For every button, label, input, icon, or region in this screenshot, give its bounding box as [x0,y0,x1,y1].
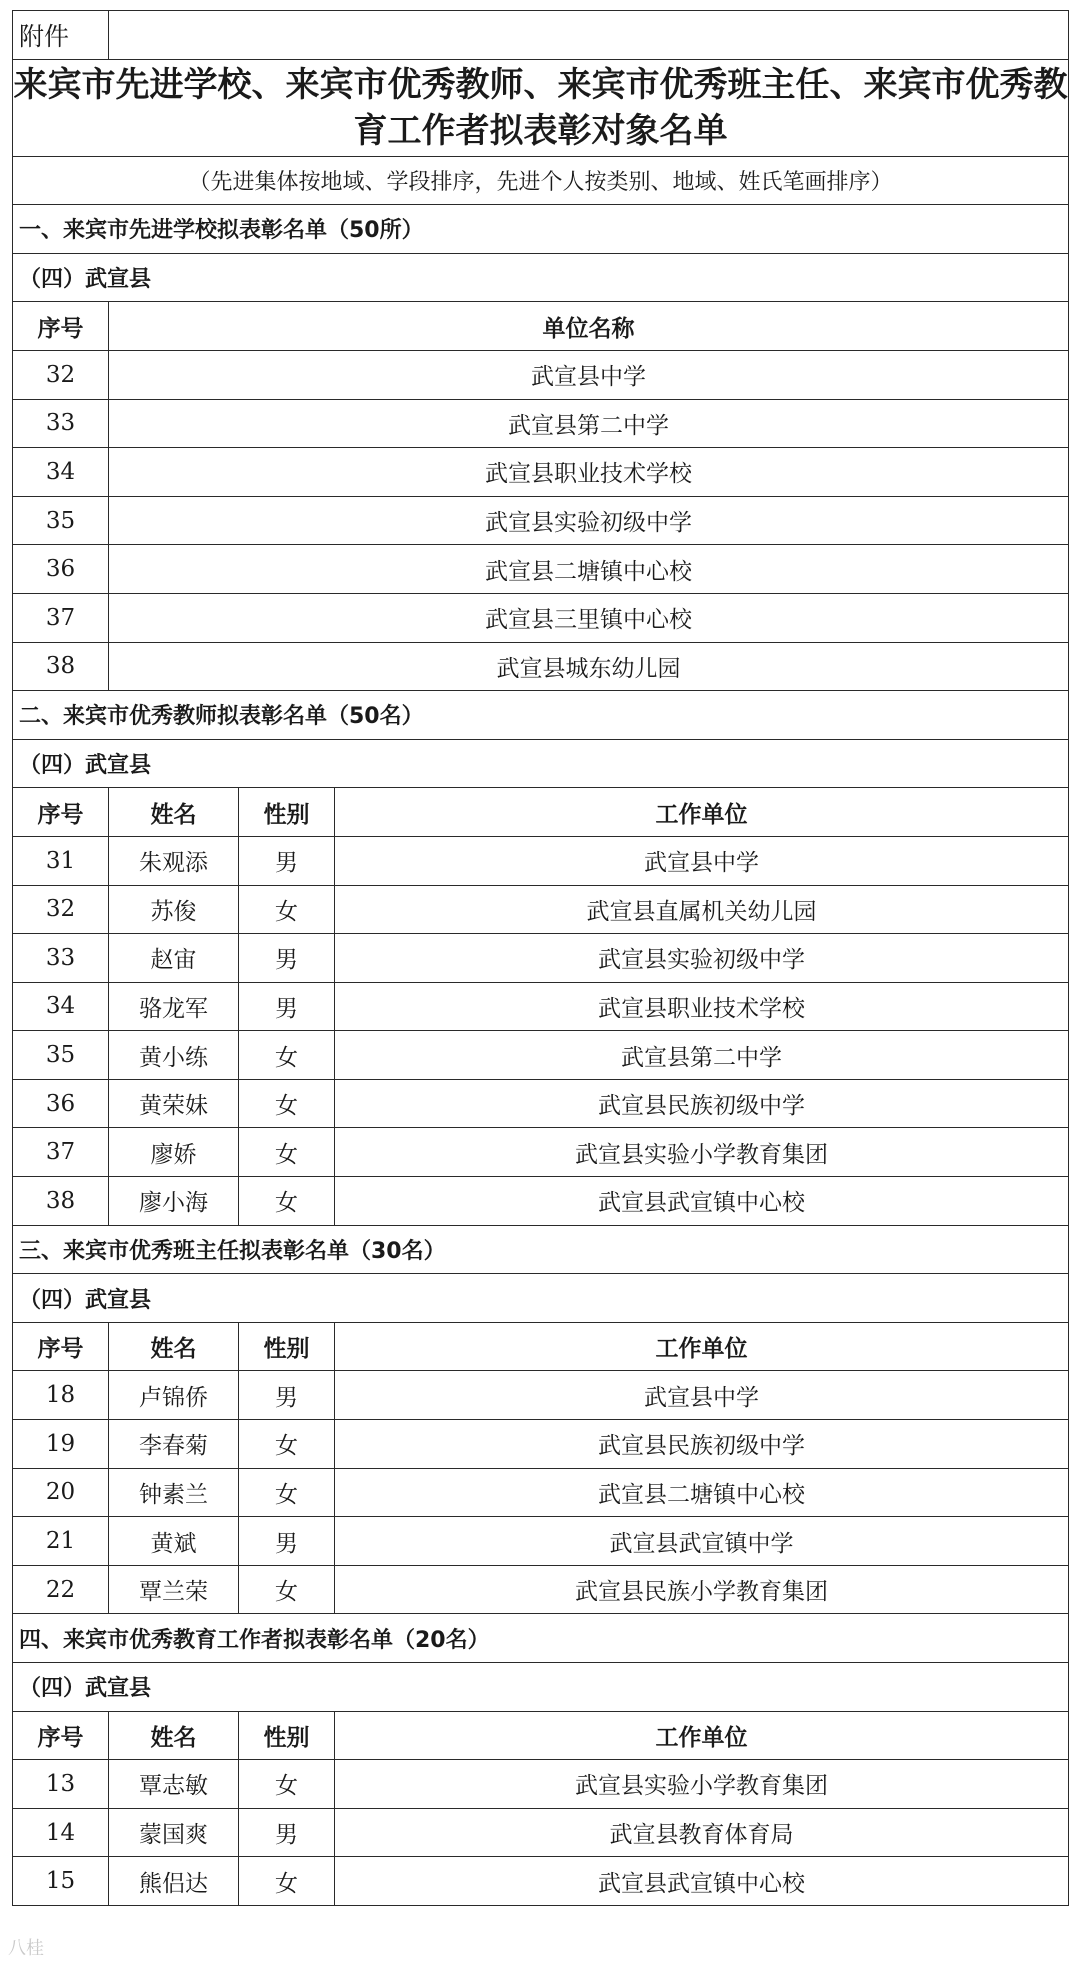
person-workplace: 武宣县武宣镇中心校 [335,1857,1069,1906]
row-index: 37 [13,1128,109,1177]
row-index: 33 [13,934,109,983]
section-heading-row [13,1225,1069,1274]
row-index: 14 [13,1808,109,1857]
person-workplace: 武宣县教育体育局 [335,1808,1069,1857]
row-index: 33 [13,399,109,448]
table-row [13,642,1069,691]
table-row [13,448,1069,497]
attachment-row [13,11,1069,60]
row-index: 22 [13,1565,109,1614]
table-row [13,1371,1069,1420]
header-name: 姓名 [109,1711,239,1760]
unit-name: 武宣县三里镇中心校 [109,593,1069,642]
table-row [13,934,1069,983]
row-index: 18 [13,1371,109,1420]
table-row [13,982,1069,1031]
person-gender: 男 [239,982,335,1031]
county-subheading: （四）武宣县 [13,1663,1069,1712]
row-index: 19 [13,1420,109,1469]
attachment-blank-cell [109,11,1069,60]
person-gender: 女 [239,1177,335,1226]
watermark: 八桂 [8,1938,44,1959]
person-name: 赵宙 [109,934,239,983]
row-index: 32 [13,350,109,399]
row-index: 34 [13,982,109,1031]
county-subheading-row [13,739,1069,788]
row-index: 38 [13,642,109,691]
table-row [13,1468,1069,1517]
table-row [13,1079,1069,1128]
header-index: 序号 [13,788,109,837]
table-row [13,1177,1069,1226]
person-name: 黄荣妹 [109,1079,239,1128]
person-workplace: 武宣县中学 [335,1371,1069,1420]
person-workplace: 武宣县实验初级中学 [335,934,1069,983]
person-gender: 男 [239,1808,335,1857]
row-index: 32 [13,885,109,934]
note-row [13,156,1069,205]
person-gender: 男 [239,934,335,983]
person-name: 蒙国爽 [109,1808,239,1857]
section-heading-row [13,691,1069,740]
table-row [13,350,1069,399]
person-gender: 女 [239,1031,335,1080]
county-subheading: （四）武宣县 [13,739,1069,788]
unit-name: 武宣县职业技术学校 [109,448,1069,497]
header-gender: 性别 [239,788,335,837]
header-workplace: 工作单位 [335,1322,1069,1371]
table-row [13,1760,1069,1809]
section-heading: 二、来宾市优秀教师拟表彰名单（50名） [13,691,1069,740]
person-gender: 男 [239,1517,335,1566]
table-row [13,593,1069,642]
row-index: 35 [13,496,109,545]
header-name: 姓名 [109,1322,239,1371]
person-workplace: 武宣县武宣镇中学 [335,1517,1069,1566]
section-heading: 一、来宾市先进学校拟表彰名单（50所） [13,205,1069,254]
table-row [13,885,1069,934]
person-name: 骆龙军 [109,982,239,1031]
unit-name: 武宣县第二中学 [109,399,1069,448]
person-workplace: 武宣县实验小学教育集团 [335,1760,1069,1809]
row-index: 31 [13,836,109,885]
attachment-label: 附件 [13,11,109,60]
person-gender: 女 [239,1857,335,1906]
person-gender: 女 [239,1420,335,1469]
person-workplace: 武宣县民族初级中学 [335,1420,1069,1469]
table-row [13,399,1069,448]
unit-name: 武宣县实验初级中学 [109,496,1069,545]
section-heading-row [13,205,1069,254]
person-gender: 女 [239,1128,335,1177]
person-name: 黄斌 [109,1517,239,1566]
column-header-row [13,1322,1069,1371]
table-row [13,1808,1069,1857]
column-header-row [13,788,1069,837]
table-row [13,1031,1069,1080]
person-name: 苏俊 [109,885,239,934]
person-gender: 男 [239,836,335,885]
person-name: 覃志敏 [109,1760,239,1809]
table-row [13,1420,1069,1469]
person-workplace: 武宣县武宣镇中心校 [335,1177,1069,1226]
header-unit-name: 单位名称 [109,302,1069,351]
row-index: 15 [13,1857,109,1906]
person-gender: 女 [239,1760,335,1809]
header-index: 序号 [13,302,109,351]
unit-name: 武宣县中学 [109,350,1069,399]
header-name: 姓名 [109,788,239,837]
county-subheading: （四）武宣县 [13,1274,1069,1323]
unit-name: 武宣县城东幼儿园 [109,642,1069,691]
row-index: 13 [13,1760,109,1809]
person-gender: 男 [239,1371,335,1420]
header-gender: 性别 [239,1322,335,1371]
sorting-note: （先进集体按地域、学段排序，先进个人按类别、地域、姓氏笔画排序） [13,156,1069,205]
table-row [13,1565,1069,1614]
person-name: 熊侣达 [109,1857,239,1906]
person-name: 廖小海 [109,1177,239,1226]
column-header-row [13,302,1069,351]
county-subheading-row [13,1663,1069,1712]
section-heading-row [13,1614,1069,1663]
person-gender: 女 [239,1565,335,1614]
person-gender: 女 [239,1079,335,1128]
person-name: 朱观添 [109,836,239,885]
header-workplace: 工作单位 [335,788,1069,837]
person-workplace: 武宣县二塘镇中心校 [335,1468,1069,1517]
document-page [12,10,1068,1906]
section-heading: 三、来宾市优秀班主任拟表彰名单（30名） [13,1225,1069,1274]
person-workplace: 武宣县民族初级中学 [335,1079,1069,1128]
row-index: 36 [13,545,109,594]
table-row [13,496,1069,545]
person-workplace: 武宣县直属机关幼儿园 [335,885,1069,934]
county-subheading: （四）武宣县 [13,253,1069,302]
commendation-list-table [12,10,1069,1906]
person-name: 李春菊 [109,1420,239,1469]
table-row [13,1857,1069,1906]
person-name: 钟素兰 [109,1468,239,1517]
person-name: 廖娇 [109,1128,239,1177]
person-workplace: 武宣县实验小学教育集团 [335,1128,1069,1177]
row-index: 35 [13,1031,109,1080]
person-gender: 女 [239,885,335,934]
county-subheading-row [13,1274,1069,1323]
person-name: 卢锦侨 [109,1371,239,1420]
section-heading: 四、来宾市优秀教育工作者拟表彰名单（20名） [13,1614,1069,1663]
row-index: 34 [13,448,109,497]
person-gender: 女 [239,1468,335,1517]
header-index: 序号 [13,1711,109,1760]
row-index: 36 [13,1079,109,1128]
person-workplace: 武宣县职业技术学校 [335,982,1069,1031]
column-header-row [13,1711,1069,1760]
header-workplace: 工作单位 [335,1711,1069,1760]
document-title: 来宾市先进学校、来宾市优秀教师、来宾市优秀班主任、来宾市优秀教育工作者拟表彰对象名单 [13,59,1069,156]
row-index: 37 [13,593,109,642]
row-index: 21 [13,1517,109,1566]
title-row [13,59,1069,156]
table-row [13,545,1069,594]
person-workplace: 武宣县民族小学教育集团 [335,1565,1069,1614]
person-name: 覃兰荣 [109,1565,239,1614]
row-index: 20 [13,1468,109,1517]
row-index: 38 [13,1177,109,1226]
header-index: 序号 [13,1322,109,1371]
county-subheading-row [13,253,1069,302]
person-workplace: 武宣县中学 [335,836,1069,885]
table-row [13,1517,1069,1566]
person-workplace: 武宣县第二中学 [335,1031,1069,1080]
person-name: 黄小练 [109,1031,239,1080]
table-row [13,836,1069,885]
table-row [13,1128,1069,1177]
header-gender: 性别 [239,1711,335,1760]
unit-name: 武宣县二塘镇中心校 [109,545,1069,594]
